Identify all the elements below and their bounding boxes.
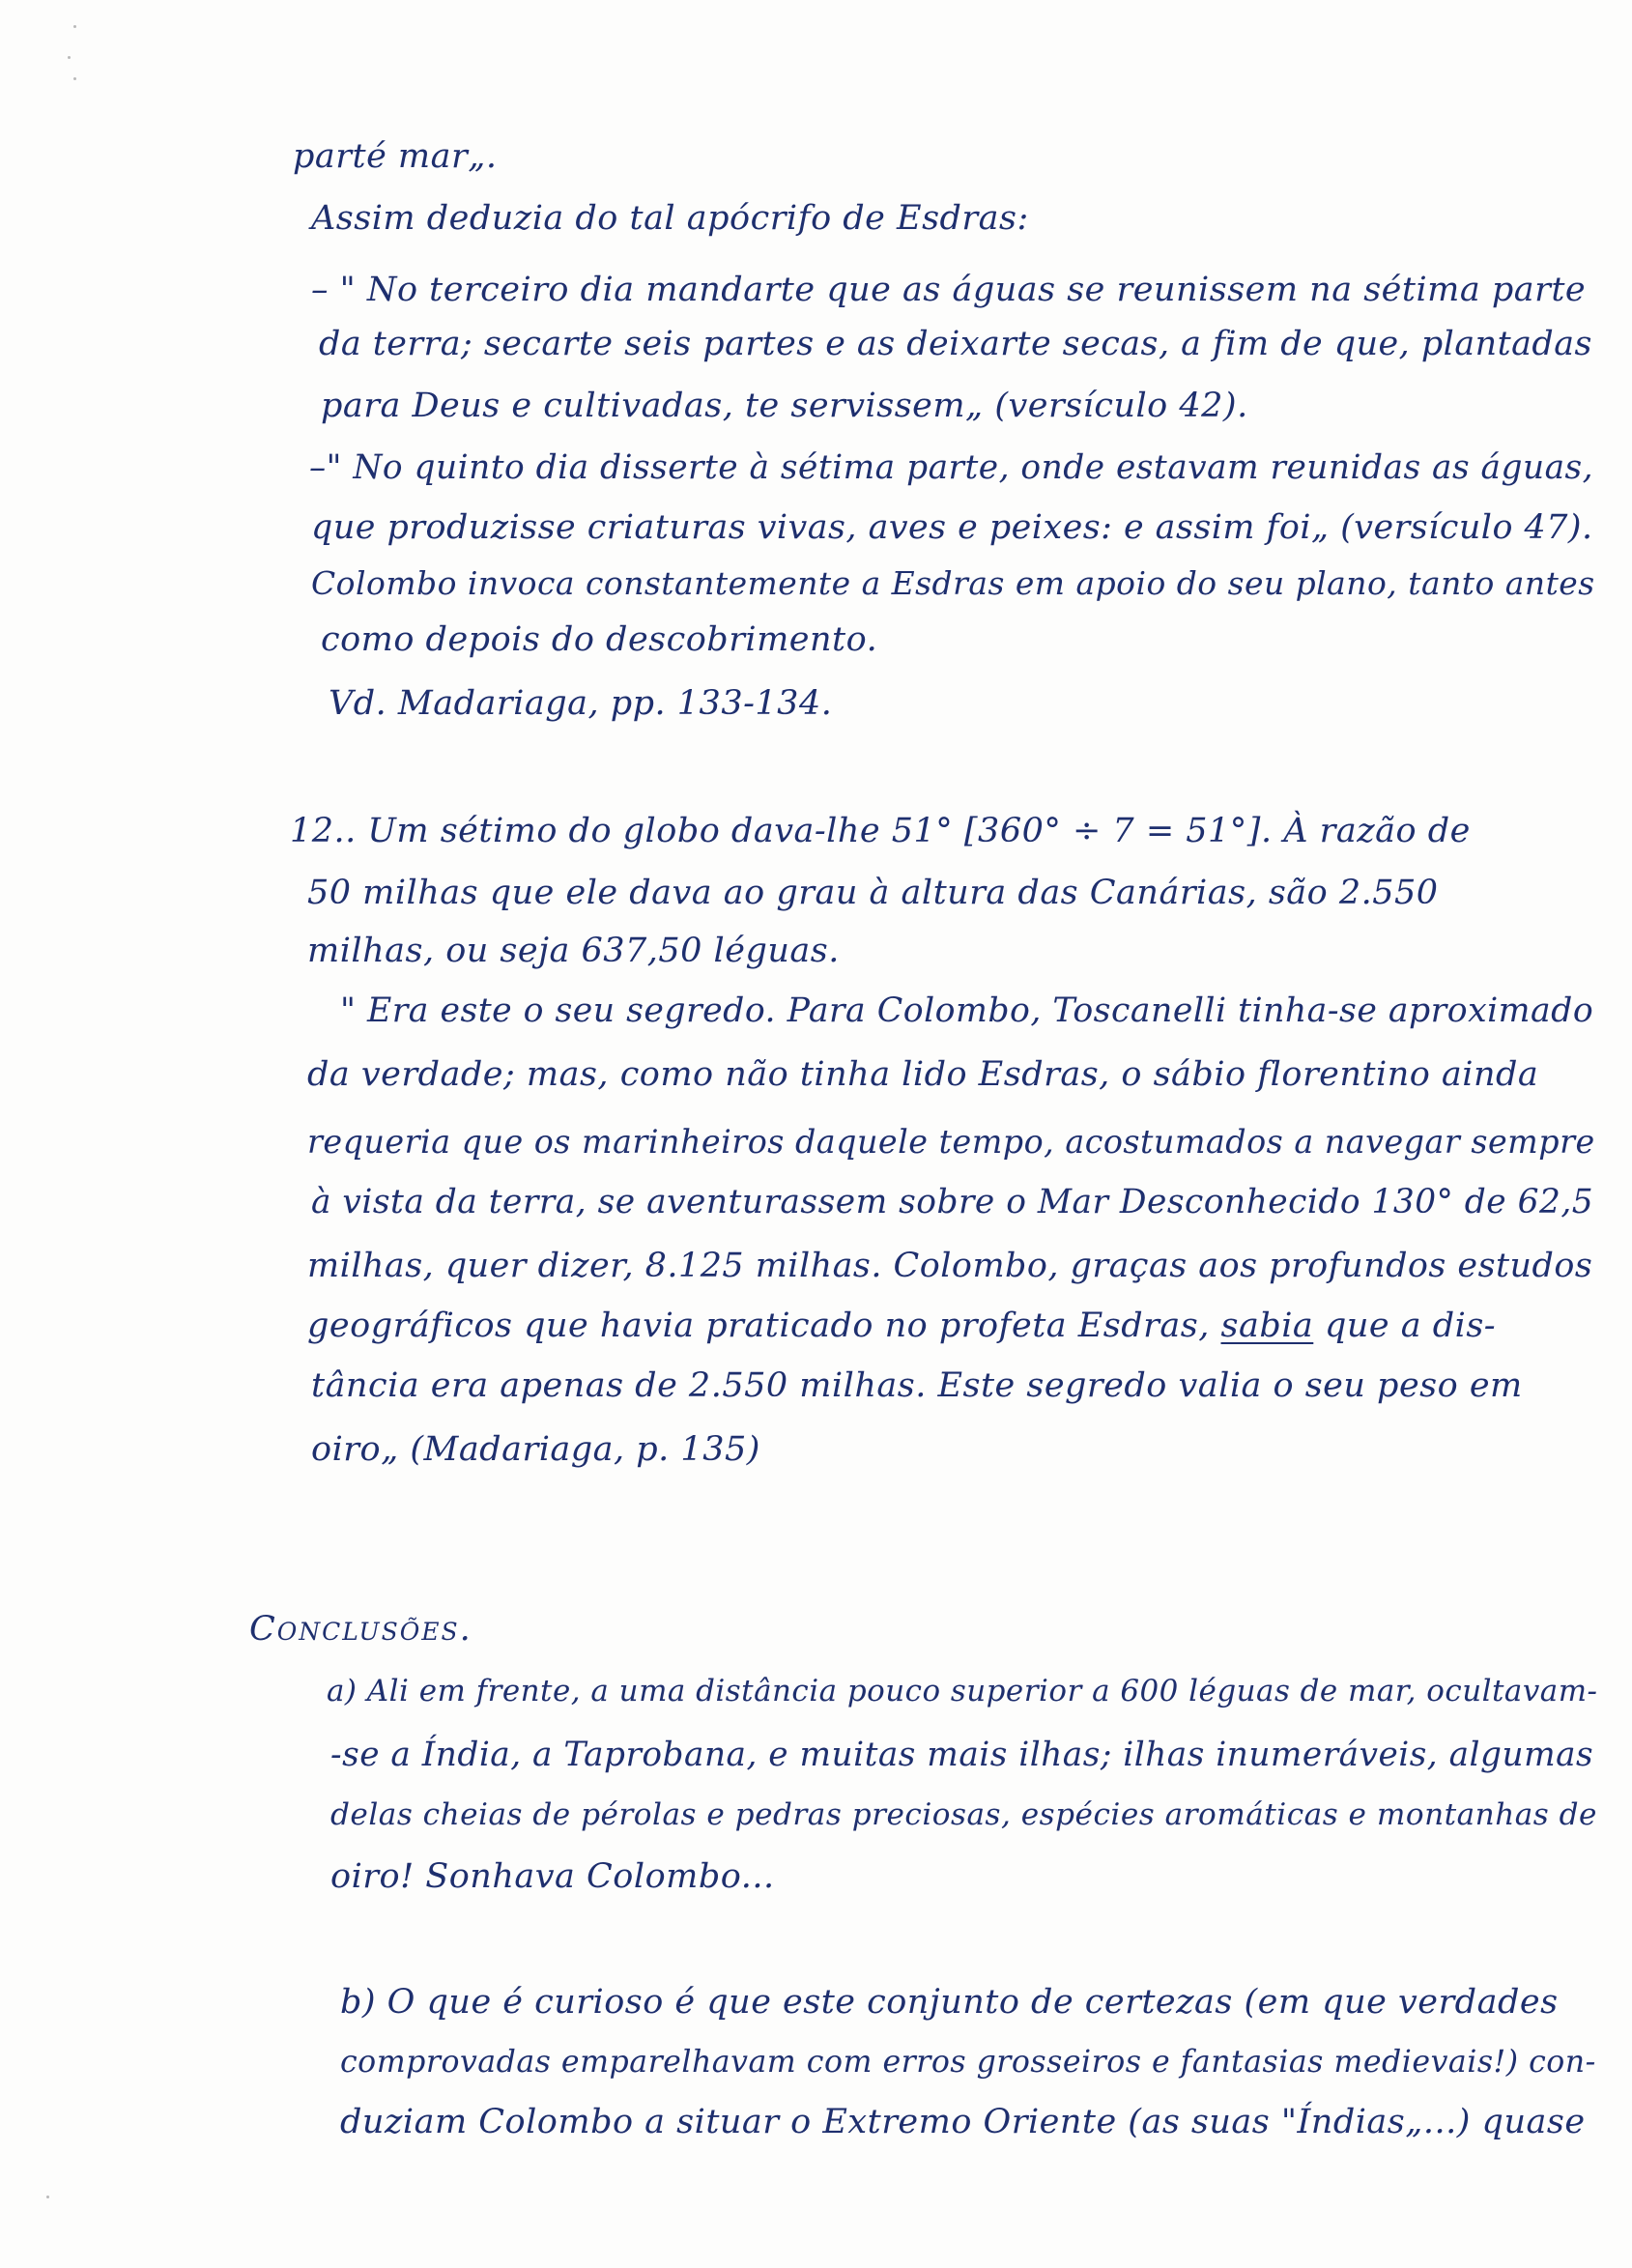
manuscript-line — [307, 1305, 1496, 1347]
manuscript-line: requeria que os marinheiros daquele tempo, acostumados a navegar sempre — [307, 1123, 1595, 1161]
manuscript-line: oiro„ (Madariaga, p. 135) — [311, 1430, 760, 1469]
manuscript-line: da terra; secarte seis partes e as deixarte secas, a fim de que, plantadas — [319, 325, 1592, 363]
paper-speck — [46, 2196, 49, 2198]
manuscript-line: Colombo invoca constantemente a Esdras em apoio do seu plano, tanto antes — [311, 564, 1595, 602]
section-heading: Conclusões. — [249, 1610, 472, 1649]
manuscript-line: –" No quinto dia disserte à sétima parte, onde estavam reunidas as águas, — [309, 448, 1594, 487]
line-text: geográficos que havia praticado no profeta Esdras, — [307, 1306, 1210, 1345]
manuscript-line: à vista da terra, se aventurassem sobre o Mar Desconhecido 130° de 62,5 — [311, 1183, 1594, 1221]
paper-speck — [73, 25, 76, 28]
paper-speck — [68, 56, 71, 59]
manuscript-line: milhas, ou seja 637,50 léguas. — [307, 932, 840, 970]
manuscript-line: comprovadas emparelhavam com erros grosseiros e fantasias medievais!) con- — [340, 2045, 1596, 2080]
manuscript-line: – " No terceiro dia mandarte que as águas se reunissem na sétima parte — [311, 271, 1587, 309]
manuscript-line: como depois do descobrimento. — [321, 620, 878, 659]
manuscript-line: 12.. Um sétimo do globo dava-lhe 51° [360° ÷ 7 = 51°]. À razão de — [290, 812, 1471, 850]
manuscript-line: que produzisse criaturas vivas, aves e peixes: e assim foi„ (versículo 47). — [311, 508, 1593, 547]
manuscript-line: -se a Índia, a Taprobana, e muitas mais ilhas; ilhas inumeráveis, algumas — [330, 1736, 1594, 1774]
manuscript-line: Assim deduzia do tal apócrifo de Esdras: — [311, 199, 1029, 238]
manuscript-line: " Era este o seu segredo. Para Colombo, Toscanelli tinha-se aproximado — [340, 991, 1594, 1030]
manuscript-line: b) O que é curioso é que este conjunto de certezas (em que verdades — [340, 1983, 1559, 2022]
manuscript-line: parté mar„. — [293, 137, 498, 176]
line-text: que a dis- — [1324, 1306, 1497, 1345]
manuscript-line: Vd. Madariaga, pp. 133-134. — [329, 684, 833, 723]
paper-speck — [73, 77, 76, 80]
manuscript-line: delas cheias de pérolas e pedras preciosas, espécies aromáticas e montanhas de — [330, 1797, 1597, 1832]
manuscript-line: oiro! Sonhava Colombo... — [330, 1857, 775, 1896]
manuscript-line: milhas, quer dizer, 8.125 milhas. Colombo, graças aos profundos estudos — [307, 1247, 1593, 1285]
manuscript-line: tância era apenas de 2.550 milhas. Este segredo valia o seu peso em — [311, 1366, 1523, 1405]
manuscript-line: duziam Colombo a situar o Extremo Oriente (as suas "Índias„...) quase — [340, 2103, 1586, 2141]
manuscript-line: a) Ali em frente, a uma distância pouco superior a 600 léguas de mar, ocultavam- — [327, 1674, 1598, 1708]
underlined-word: sabia — [1220, 1306, 1314, 1345]
manuscript-line: 50 milhas que ele dava ao grau à altura das Canárias, são 2.550 — [307, 874, 1439, 912]
manuscript-line: da verdade; mas, como não tinha lido Esdras, o sábio florentino ainda — [307, 1055, 1539, 1094]
manuscript-line: para Deus e cultivadas, te servissem„ (versículo 42). — [321, 387, 1248, 425]
